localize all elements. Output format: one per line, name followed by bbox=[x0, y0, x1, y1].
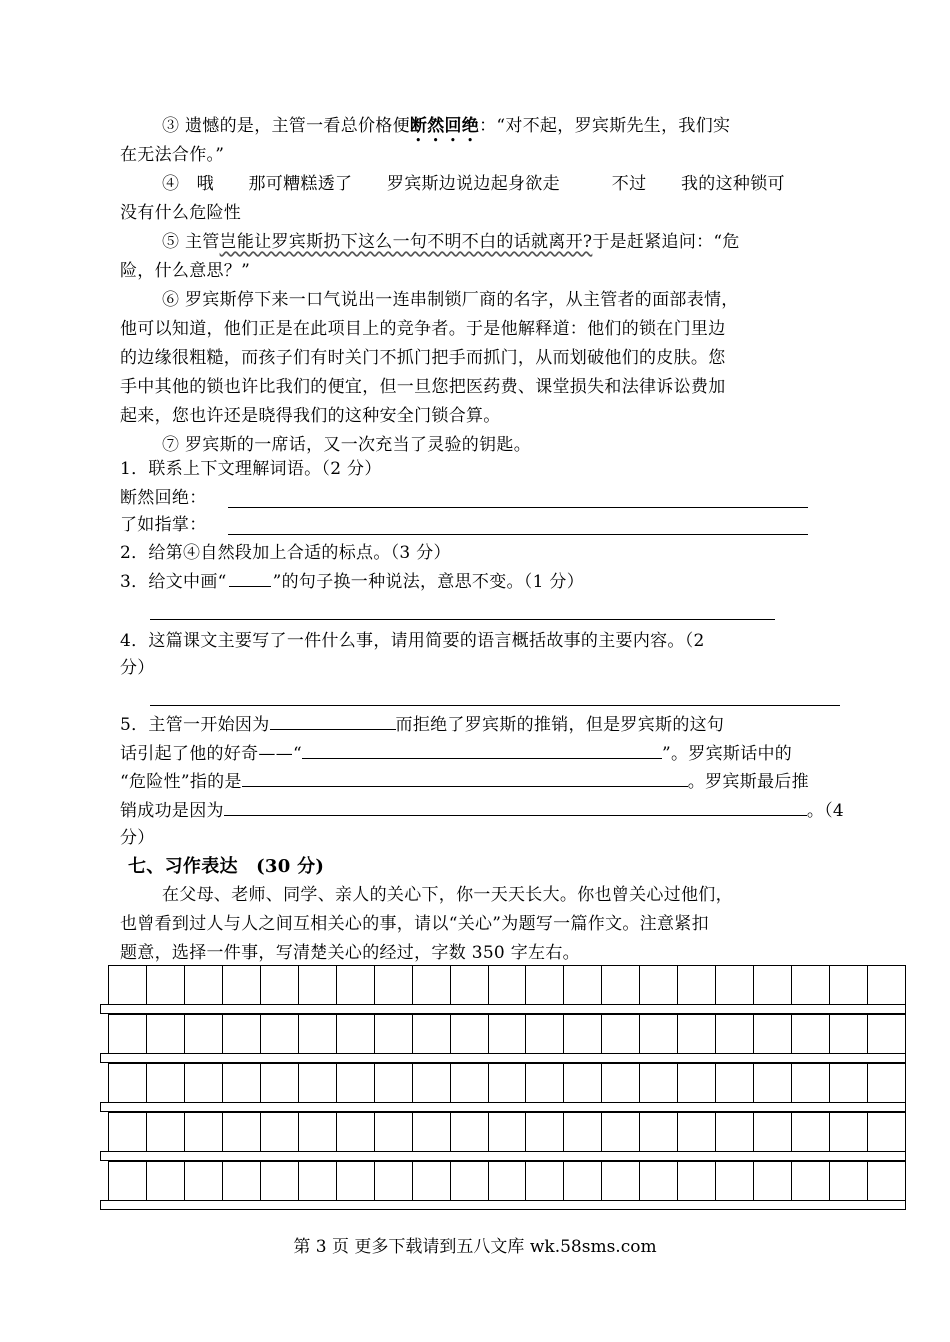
prompt-line-1: 在父母、老师、同学、亲人的关心下，你一天天长大。你也曾关心过他们， bbox=[162, 885, 733, 905]
grid-cell[interactable] bbox=[223, 1015, 261, 1053]
grid-row bbox=[108, 1063, 906, 1102]
grid-cell[interactable] bbox=[678, 1113, 716, 1151]
grid-cell[interactable] bbox=[792, 966, 830, 1004]
grid-cell[interactable] bbox=[223, 1113, 261, 1151]
question-3: 3．给文中画“ ”的句子换一种说法，意思不变。（1 分） bbox=[120, 572, 585, 592]
grid-cell[interactable] bbox=[868, 1064, 905, 1102]
grid-cell[interactable] bbox=[678, 966, 716, 1004]
grid-cell[interactable] bbox=[564, 966, 602, 1004]
grid-cell[interactable] bbox=[678, 1015, 716, 1053]
grid-cell[interactable] bbox=[337, 1162, 375, 1200]
grid-cell[interactable] bbox=[261, 1113, 299, 1151]
grid-cell[interactable] bbox=[109, 1015, 147, 1053]
grid-cell[interactable] bbox=[754, 1015, 792, 1053]
grid-cell[interactable] bbox=[223, 1064, 261, 1102]
grid-cell[interactable] bbox=[716, 1162, 754, 1200]
grid-cell[interactable] bbox=[185, 966, 223, 1004]
grid-cell[interactable] bbox=[678, 1064, 716, 1102]
question-5-line-5: 分） bbox=[120, 828, 155, 848]
grid-cell[interactable] bbox=[299, 1015, 337, 1053]
question-5-line-2: 话引起了他的好奇——“ ”。罗宾斯话中的 bbox=[120, 744, 793, 764]
grid-cell[interactable] bbox=[830, 966, 868, 1004]
grid-cell[interactable] bbox=[868, 1113, 905, 1151]
grid-cell[interactable] bbox=[451, 1113, 489, 1151]
emphasized-phrase: 断然回绝 bbox=[409, 116, 480, 136]
grid-cell[interactable] bbox=[337, 1113, 375, 1151]
answer-line-1b[interactable] bbox=[228, 534, 808, 535]
writing-grid[interactable] bbox=[100, 965, 906, 1210]
question-1b-label: 了如指掌： bbox=[120, 515, 207, 535]
grid-cell[interactable] bbox=[526, 1162, 564, 1200]
grid-cell[interactable] bbox=[299, 1162, 337, 1200]
grid-cell[interactable] bbox=[526, 1113, 564, 1151]
para-6-line-2: 他可以知道，他们正是在此项目上的竞争者。于是他解释道：他们的锁在门里边 bbox=[120, 319, 726, 339]
grid-row bbox=[108, 1161, 906, 1200]
grid-cell[interactable] bbox=[223, 966, 261, 1004]
grid-cell[interactable] bbox=[602, 1064, 640, 1102]
grid-cell[interactable] bbox=[754, 966, 792, 1004]
grid-cell[interactable] bbox=[223, 1162, 261, 1200]
grid-cell[interactable] bbox=[185, 1064, 223, 1102]
question-4-line-1: 4．这篇课文主要写了一件什么事，请用简要的语言概括故事的主要内容。（2 bbox=[120, 631, 705, 651]
para-3-line-2: 在无法合作。” bbox=[120, 145, 225, 165]
grid-cell[interactable] bbox=[716, 1064, 754, 1102]
grid-cell[interactable] bbox=[564, 1015, 602, 1053]
grid-cell[interactable] bbox=[413, 1064, 451, 1102]
grid-cell[interactable] bbox=[830, 1162, 868, 1200]
answer-blank-5d[interactable] bbox=[224, 799, 807, 816]
para-6-line-5: 起来，您也许还是晓得我们的这种安全门锁合算。 bbox=[120, 406, 501, 426]
grid-cell[interactable] bbox=[413, 1162, 451, 1200]
grid-cell[interactable] bbox=[489, 1113, 527, 1151]
para-6-line-4: 手中其他的锁也许比我们的便宜，但一旦您把医药费、课堂损失和法律诉讼费加 bbox=[120, 377, 726, 397]
grid-cell[interactable] bbox=[792, 1015, 830, 1053]
grid-cell[interactable] bbox=[868, 1162, 905, 1200]
grid-cell[interactable] bbox=[602, 1162, 640, 1200]
grid-cell[interactable] bbox=[602, 1015, 640, 1053]
answer-blank-5c[interactable] bbox=[242, 770, 688, 787]
grid-cell[interactable] bbox=[299, 1064, 337, 1102]
prompt-line-2: 也曾看到过人与人之间互相关心的事，请以“关心”为题写一篇作文。注意紧扣 bbox=[120, 914, 709, 934]
grid-cell[interactable] bbox=[147, 966, 185, 1004]
grid-cell[interactable] bbox=[792, 1064, 830, 1102]
grid-cell[interactable] bbox=[261, 1162, 299, 1200]
para-7: ⑦ 罗宾斯的一席话，又一次充当了灵验的钥匙。 bbox=[162, 435, 532, 455]
grid-cell[interactable] bbox=[640, 1064, 678, 1102]
para-6-line-1: ⑥ 罗宾斯停下来一口气说出一连串制锁厂商的名字，从主管者的面部表情， bbox=[162, 290, 739, 310]
grid-cell[interactable] bbox=[830, 1113, 868, 1151]
grid-row bbox=[108, 1014, 906, 1053]
grid-row-separator bbox=[100, 1102, 906, 1112]
grid-cell[interactable] bbox=[375, 1113, 413, 1151]
grid-cell[interactable] bbox=[489, 966, 527, 1004]
grid-cell[interactable] bbox=[640, 1113, 678, 1151]
grid-cell[interactable] bbox=[413, 1113, 451, 1151]
question-1: 1．联系上下文理解词语。（2 分） bbox=[120, 459, 382, 479]
grid-cell[interactable] bbox=[754, 1162, 792, 1200]
grid-cell[interactable] bbox=[147, 1113, 185, 1151]
question-4-line-2: 分） bbox=[120, 658, 155, 678]
question-5-line-3: “危险性”指的是 。罗宾斯最后推 bbox=[120, 772, 809, 792]
grid-cell[interactable] bbox=[489, 1064, 527, 1102]
grid-cell[interactable] bbox=[185, 1162, 223, 1200]
grid-cell[interactable] bbox=[375, 1064, 413, 1102]
grid-cell[interactable] bbox=[261, 1015, 299, 1053]
underline-sample bbox=[229, 570, 271, 587]
grid-cell[interactable] bbox=[489, 1162, 527, 1200]
para-5-line-1: ⑤ 主管岂能让罗宾斯扔下这么一句不明不白的话就离开?于是赶紧追问：“危 bbox=[162, 232, 740, 252]
grid-cell[interactable] bbox=[526, 1015, 564, 1053]
grid-cell[interactable] bbox=[716, 1113, 754, 1151]
grid-cell[interactable] bbox=[109, 1162, 147, 1200]
answer-line-1a[interactable] bbox=[228, 507, 808, 508]
answer-blank-5a[interactable] bbox=[270, 713, 396, 730]
grid-cell[interactable] bbox=[716, 1015, 754, 1053]
grid-cell[interactable] bbox=[754, 1064, 792, 1102]
grid-cell[interactable] bbox=[640, 1015, 678, 1053]
prompt-line-3: 题意，选择一件事，写清楚关心的经过，字数 350 字左右。 bbox=[120, 943, 580, 963]
grid-cell[interactable] bbox=[299, 1113, 337, 1151]
question-5-line-1: 5．主管一开始因为 而拒绝了罗宾斯的推销，但是罗宾斯的这句 bbox=[120, 715, 725, 735]
question-1a-label: 断然回绝： bbox=[120, 488, 207, 508]
grid-cell[interactable] bbox=[792, 1113, 830, 1151]
grid-cell[interactable] bbox=[678, 1162, 716, 1200]
grid-cell[interactable] bbox=[640, 1162, 678, 1200]
answer-line-4[interactable] bbox=[150, 705, 840, 706]
para-4-line-2: 没有什么危险性 bbox=[120, 203, 242, 223]
grid-row-separator bbox=[100, 1200, 906, 1210]
grid-cell[interactable] bbox=[564, 1162, 602, 1200]
grid-cell[interactable] bbox=[109, 1064, 147, 1102]
grid-cell[interactable] bbox=[451, 1015, 489, 1053]
grid-cell[interactable] bbox=[830, 1015, 868, 1053]
answer-line-3[interactable] bbox=[150, 619, 775, 620]
grid-row-separator bbox=[100, 1151, 906, 1161]
grid-cell[interactable] bbox=[337, 966, 375, 1004]
grid-cell[interactable] bbox=[109, 1113, 147, 1151]
grid-cell[interactable] bbox=[868, 1015, 905, 1053]
grid-cell[interactable] bbox=[109, 966, 147, 1004]
grid-cell[interactable] bbox=[185, 1113, 223, 1151]
grid-cell[interactable] bbox=[792, 1162, 830, 1200]
grid-cell[interactable] bbox=[337, 1015, 375, 1053]
grid-cell[interactable] bbox=[451, 1162, 489, 1200]
grid-cell[interactable] bbox=[375, 1015, 413, 1053]
grid-cell[interactable] bbox=[868, 966, 905, 1004]
para-3-line-1: ③ 遗憾的是，主管一看总价格便断然回绝：“对不起，罗宾斯先生，我们实 bbox=[162, 116, 731, 136]
grid-cell[interactable] bbox=[754, 1113, 792, 1151]
question-5-line-4: 销成功是因为 。（4 bbox=[120, 801, 845, 821]
grid-row bbox=[108, 1112, 906, 1151]
grid-row bbox=[108, 965, 906, 1004]
grid-cell[interactable] bbox=[375, 966, 413, 1004]
grid-cell[interactable] bbox=[716, 966, 754, 1004]
grid-cell[interactable] bbox=[564, 1113, 602, 1151]
grid-cell[interactable] bbox=[830, 1064, 868, 1102]
grid-cell[interactable] bbox=[375, 1162, 413, 1200]
para-6-line-3: 的边缘很粗糙，而孩子们有时关门不抓门把手而抓门，从而划破他们的皮肤。您 bbox=[120, 348, 726, 368]
grid-cell[interactable] bbox=[413, 1015, 451, 1053]
grid-cell[interactable] bbox=[602, 966, 640, 1004]
section-heading: 七、习作表达 (30 分) bbox=[128, 856, 325, 877]
grid-cell[interactable] bbox=[337, 1064, 375, 1102]
grid-cell[interactable] bbox=[564, 1064, 602, 1102]
grid-row-separator bbox=[100, 1053, 906, 1063]
grid-cell[interactable] bbox=[526, 1064, 564, 1102]
grid-cell[interactable] bbox=[602, 1113, 640, 1151]
para-4-line-1: ④ 哦 那可糟糕透了 罗宾斯边说边起身欲走 不过 我的这种锁可 bbox=[162, 174, 785, 194]
grid-cell[interactable] bbox=[147, 1064, 185, 1102]
grid-cell[interactable] bbox=[147, 1162, 185, 1200]
grid-cell[interactable] bbox=[413, 966, 451, 1004]
grid-cell[interactable] bbox=[451, 1064, 489, 1102]
grid-cell[interactable] bbox=[451, 966, 489, 1004]
grid-cell[interactable] bbox=[299, 966, 337, 1004]
grid-cell[interactable] bbox=[261, 966, 299, 1004]
grid-cell[interactable] bbox=[526, 966, 564, 1004]
grid-cell[interactable] bbox=[185, 1015, 223, 1053]
grid-cell[interactable] bbox=[489, 1015, 527, 1053]
grid-row-separator bbox=[100, 1004, 906, 1014]
answer-blank-5b[interactable] bbox=[302, 742, 662, 759]
grid-cell[interactable] bbox=[147, 1015, 185, 1053]
page-footer: 第 3 页 更多下载请到五八文库 wk.58sms.com bbox=[293, 1237, 657, 1257]
wavy-underlined-sentence: 岂能让罗宾斯扔下这么一句不明不白的话就离开? bbox=[219, 232, 593, 252]
para-5-line-2: 险，什么意思？” bbox=[120, 261, 251, 281]
grid-cell[interactable] bbox=[261, 1064, 299, 1102]
question-2: 2．给第④自然段加上合适的标点。（3 分） bbox=[120, 543, 451, 563]
grid-cell[interactable] bbox=[640, 966, 678, 1004]
